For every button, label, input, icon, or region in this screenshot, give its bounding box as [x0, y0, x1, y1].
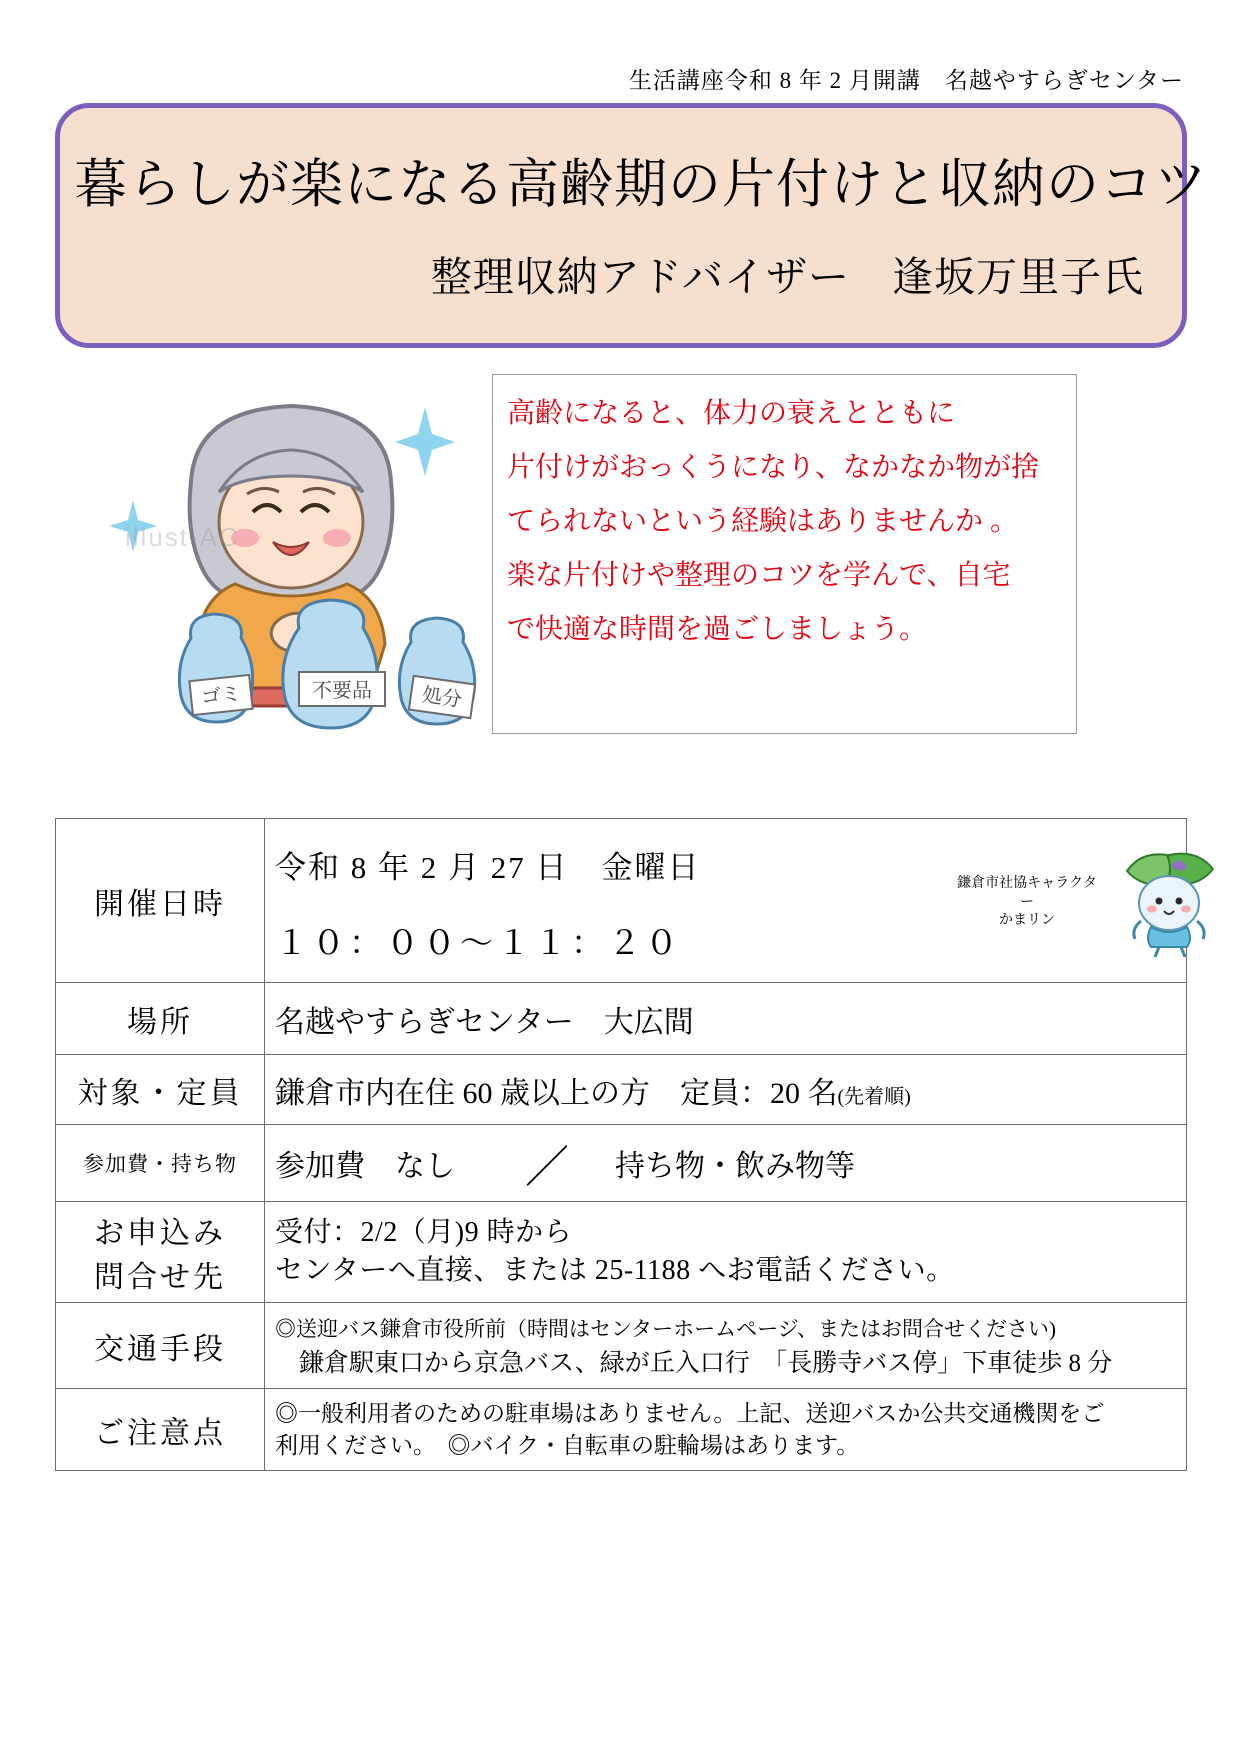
- svg-text:ゴミ: ゴミ: [200, 682, 243, 710]
- row-value-place: 名越やすらぎセンター 大広間: [265, 983, 1187, 1055]
- row-label-apply: [56, 1202, 265, 1303]
- row-value-apply: [265, 1202, 1187, 1303]
- row-value-fee: [265, 1125, 1187, 1202]
- table-row-target: [56, 1055, 1187, 1125]
- row-label-fee: 参加費・持ち物: [56, 1125, 265, 1202]
- lead-line-2: 片付けがおっくうになり、なかなか物が捨: [507, 452, 1040, 483]
- bring-text: 持ち物・飲み物等: [615, 1150, 855, 1183]
- row-label-traffic: 交通手段: [56, 1303, 265, 1389]
- mascot-block: [929, 838, 1229, 968]
- row-label-target: 対象・定員: [56, 1055, 265, 1125]
- lead-line-5: で快適な時間を過ごしましょう。: [507, 614, 928, 645]
- illustration-elderly-woman: [95, 372, 480, 732]
- event-time: １０：００～１１：２０: [275, 925, 682, 962]
- lead-line-3: てられないという経験はありませんか 。: [507, 506, 1019, 537]
- lecturer-name: 整理収納アドバイザー 逢坂万里子氏: [430, 254, 1144, 300]
- row-value-notes: [265, 1389, 1187, 1471]
- lead-text-box: [492, 374, 1077, 734]
- slash-separator: ／: [525, 1143, 569, 1192]
- title-box: [55, 103, 1208, 348]
- row-label-apply-line2: 問合せ先: [94, 1261, 226, 1294]
- page-title: 暮らしが楽になる高齢期の片付けと収納のコツ: [74, 156, 1208, 214]
- table-row-notes: [56, 1389, 1187, 1471]
- notes-line-2: 利用ください。 ◎バイク・自転車の駐輪場はあります。: [275, 1432, 860, 1458]
- svg-text:不要品: 不要品: [312, 680, 372, 702]
- apply-line-2: センターへ直接、または 25-1188 へお電話ください。: [275, 1255, 955, 1286]
- row-label-datetime: 開催日時: [56, 819, 265, 983]
- traffic-line-2: 鎌倉駅東口から京急バス、緑が丘入口行 「長勝寺バス停」下車徒歩 8 分: [299, 1349, 1113, 1377]
- event-date: 令和 8 年 2 月 27 日 金曜日: [275, 849, 701, 885]
- table-row-place: [56, 983, 1187, 1055]
- traffic-line-1: ◎送迎バス鎌倉市役所前（時間はセンターホームページ、またはお問合せください): [275, 1316, 1057, 1341]
- row-value-traffic: [265, 1303, 1187, 1389]
- target-text: 鎌倉市内在住 60 歳以上の方 定員：20 名: [275, 1076, 838, 1110]
- table-row-fee: [56, 1125, 1187, 1202]
- row-value-target: [265, 1055, 1187, 1125]
- row-label-notes: ご注意点: [56, 1389, 265, 1471]
- row-label-apply-line1: お申込み: [94, 1217, 226, 1250]
- notes-line-1: ◎一般利用者のための駐車場はありません。上記、送迎バスか公共交通機関をご: [275, 1401, 1105, 1427]
- mascot-svg: [1111, 847, 1229, 959]
- mascot-caption-line1: 鎌倉市社協キャラクタ: [957, 875, 1097, 891]
- svg-text:処分: 処分: [420, 684, 464, 712]
- header-note: 生活講座令和 8 年 2 月開講 名越やすらぎセンター: [628, 68, 1184, 93]
- lead-line-1: 高齢になると、体力の衰えとともに: [507, 398, 956, 429]
- mascot-caption-line2: ー: [1020, 894, 1034, 910]
- target-note: (先着順): [837, 1085, 911, 1108]
- lead-line-4: 楽な片付けや整理のコツを学んで、自宅: [507, 560, 1011, 591]
- fee-text: 参加費 なし: [275, 1150, 455, 1183]
- table-row-traffic: [56, 1303, 1187, 1389]
- table-row-apply: [56, 1202, 1187, 1303]
- mascot-kamarin-icon: [1111, 847, 1229, 959]
- illustration-watermark: illust-AC: [125, 522, 240, 552]
- row-label-place: 場所: [56, 983, 265, 1055]
- apply-line-1: 受付：2/2（月)9 時から: [275, 1217, 573, 1249]
- mascot-caption-line3: かまリン: [999, 913, 1055, 929]
- mascot-caption: [947, 875, 1107, 932]
